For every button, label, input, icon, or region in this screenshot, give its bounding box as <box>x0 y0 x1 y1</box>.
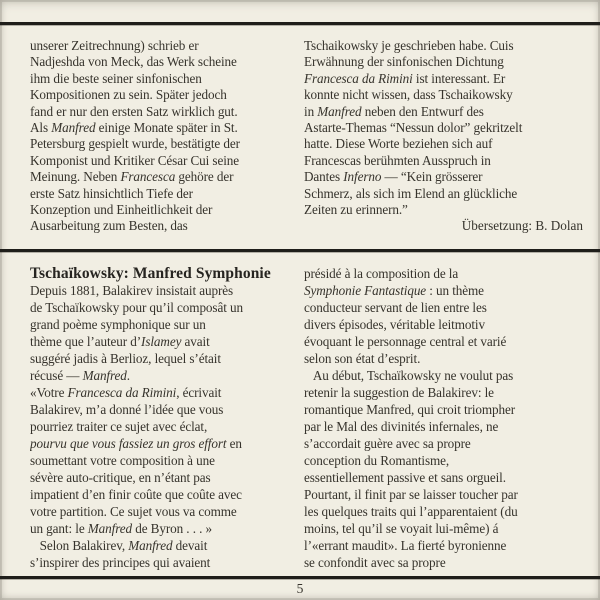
translator-credit: Übersetzung: B. Dolan <box>461 218 583 234</box>
german-right-column-text: Tschaikowsky je geschrieben habe. Cuis Erwähnung der sinfonischen Dichtung Francesca da Rimini ist interessant. Er konnte nicht wissen, dass Tschaikowsky in Manfred neben den Entwurf des Astarte-Themas “Nessun dolor” gekritzelt hatte. Diese Worte beziehen sich auf Francescas berühmten Ausspruch in Dantes Inferno — “Kein grösserer Schmerz, als sich im Elend an glückliche Zeiten zu erinnern.” <box>304 38 523 218</box>
french-right-column <box>304 265 585 571</box>
page-number: 5 <box>296 581 304 596</box>
article-title: Tschaïkowsky: Manfred Symphonie <box>30 265 271 282</box>
bottom-rule <box>0 576 600 579</box>
section-divider-rule <box>0 249 600 252</box>
french-left-column <box>30 265 294 571</box>
german-left-column-text: unserer Zeitrechnung) schrieb er Nadjeshda von Meck, das Werk scheine ihm die beste seiner sinfonischen Kompositionen zu sein. Später jedoch fand er nur den ersten Satz wirklich gut. Als Manfred einige Monate später in St. Petersburg gespielt wurde, bestätigte der Komponist und Kritiker César Cui seine Meinung. Neben Francesca gehöre der erste Satz hinsichtlich Tiefe der Konzeption und Einheitlichkeit der Ausarbeitung zum Besten, das <box>30 38 240 234</box>
top-rule <box>0 22 600 25</box>
german-left-column <box>30 38 294 235</box>
german-right-column <box>304 38 585 235</box>
french-notes-section <box>30 265 585 571</box>
french-left-column-text: Depuis 1881, Balakirev insistait auprès de Tschaïkowsky pour qu’il composât un grand poème symphonique sur un thème que l’auteur d’Islamey avait suggéré jadis à Berlioz, lequel s’était récusé — Manfred. «Votre Francesca da Rimini, écrivait Balakirev, m’a donné l’idée que vous pourriez traiter ce sujet avec éclat, pourvu que vous fassiez un gros effort en soumettant votre composition à une sévère auto-critique, en n’étant pas impatient d’en finir coûte que coûte avec votre partition. Ce sujet vous va comme un gant: le Manfred de Byron . . . » Selon Balakirev, Manfred devait s’inspirer des principes qui avaient <box>30 283 243 570</box>
french-right-column-text: présidé à la composition de la Symphonie Fantastique : un thème conducteur servant de lien entre les divers épisodes, véritable leitmotiv évoquant le personnage central et varié selon son état d’esprit. Au début, Tschaïkowsky ne voulut pas retenir la suggestion de Balakirev: le romantique Manfred, qui croit triompher par le Mal des divinités infernales, ne s’accordait guère avec sa propre conception du Romantisme, essentiellement passive et sans orgueil. Pourtant, il finit par se laisser toucher par les quelques traits qui l’apparentaient (du moins, tel qu’il se voyait lui-même) á l’«errant maudit». La fierté byronienne se confondit avec sa propre <box>304 266 518 570</box>
german-notes-section <box>30 38 585 235</box>
